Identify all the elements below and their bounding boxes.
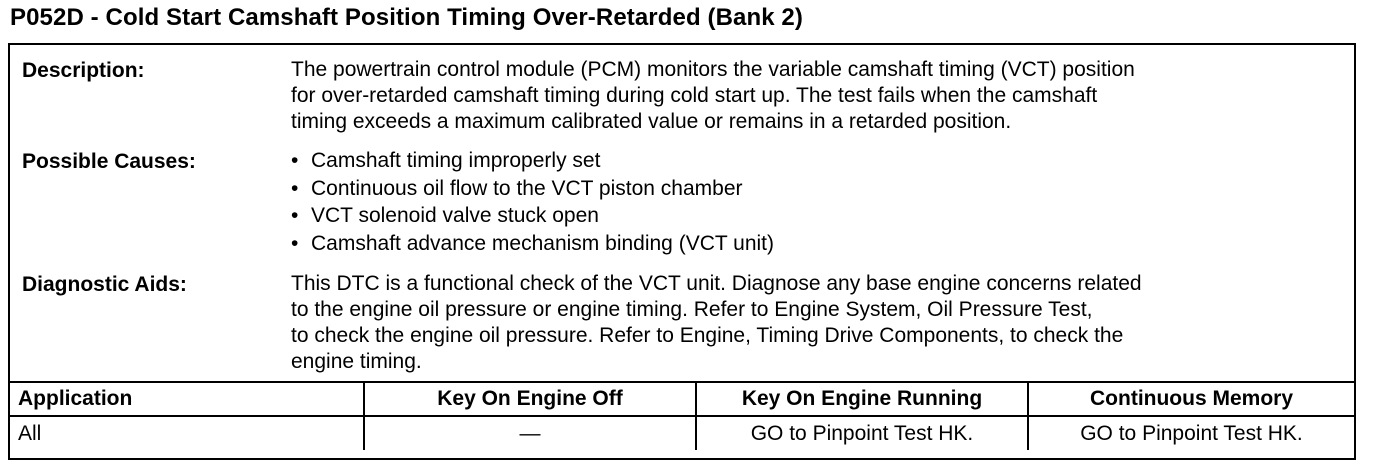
column-header-application: Application bbox=[10, 382, 364, 416]
diagnostic-aids-line: to check the engine oil pressure. Refer to Engine, Timing Drive Components, to check the bbox=[291, 324, 1124, 347]
table-cell: GO to Pinpoint Test HK. bbox=[696, 416, 1028, 450]
description-line: The powertrain control module (PCM) monitors the variable camshaft timing (VCT) position bbox=[291, 58, 1135, 81]
cause-text: Camshaft timing improperly set bbox=[311, 149, 601, 172]
bullet: • bbox=[291, 176, 299, 200]
table-row bbox=[10, 416, 1354, 450]
bullet: • bbox=[291, 149, 299, 172]
page-title: P052D - Cold Start Camshaft Position Timing Over-Retarded (Bank 2) bbox=[10, 4, 803, 31]
table-cell: All bbox=[10, 416, 364, 450]
cause-text: Continuous oil flow to the VCT piston chamber bbox=[311, 176, 743, 200]
column-header-continuous-memory: Continuous Memory bbox=[1028, 382, 1354, 416]
application-table bbox=[10, 381, 1354, 450]
diagnostic-aids-text bbox=[291, 271, 1351, 375]
cause-text: Camshaft advance mechanism binding (VCT unit) bbox=[311, 231, 774, 255]
list-item bbox=[291, 175, 1351, 203]
table-header-row bbox=[10, 382, 1354, 416]
description-line: timing exceeds a maximum calibrated value or remains in a retarded position. bbox=[291, 110, 1012, 133]
bullet: • bbox=[291, 231, 299, 255]
description-line: for over-retarded camshaft timing during cold start up. The test fails when the camshaft bbox=[291, 84, 1098, 107]
table-cell: GO to Pinpoint Test HK. bbox=[1028, 416, 1354, 450]
list-item bbox=[291, 230, 1351, 258]
list-item bbox=[291, 202, 1351, 230]
dtc-info-box bbox=[8, 43, 1356, 460]
diagnostic-aids-line: This DTC is a functional check of the VCT unit. Diagnose any base engine concerns related bbox=[291, 272, 1142, 295]
possible-causes-list bbox=[291, 147, 1351, 257]
column-header-key-on-engine-off: Key On Engine Off bbox=[364, 382, 696, 416]
possible-causes-label: Possible Causes: bbox=[22, 150, 196, 173]
column-header-key-on-engine-running: Key On Engine Running bbox=[696, 382, 1028, 416]
table-cell: — bbox=[364, 416, 696, 450]
diagnostic-aids-line: engine timing. bbox=[291, 350, 422, 373]
bullet: • bbox=[291, 204, 299, 227]
cause-text: VCT solenoid valve stuck open bbox=[311, 204, 599, 227]
diagnostic-aids-label: Diagnostic Aids: bbox=[22, 273, 187, 296]
description-label: Description: bbox=[22, 59, 145, 82]
list-item bbox=[291, 147, 1351, 175]
description-text bbox=[291, 57, 1351, 135]
diagnostic-aids-line: to the engine oil pressure or engine timing. Refer to Engine System, Oil Pressure Test, bbox=[291, 298, 1093, 321]
